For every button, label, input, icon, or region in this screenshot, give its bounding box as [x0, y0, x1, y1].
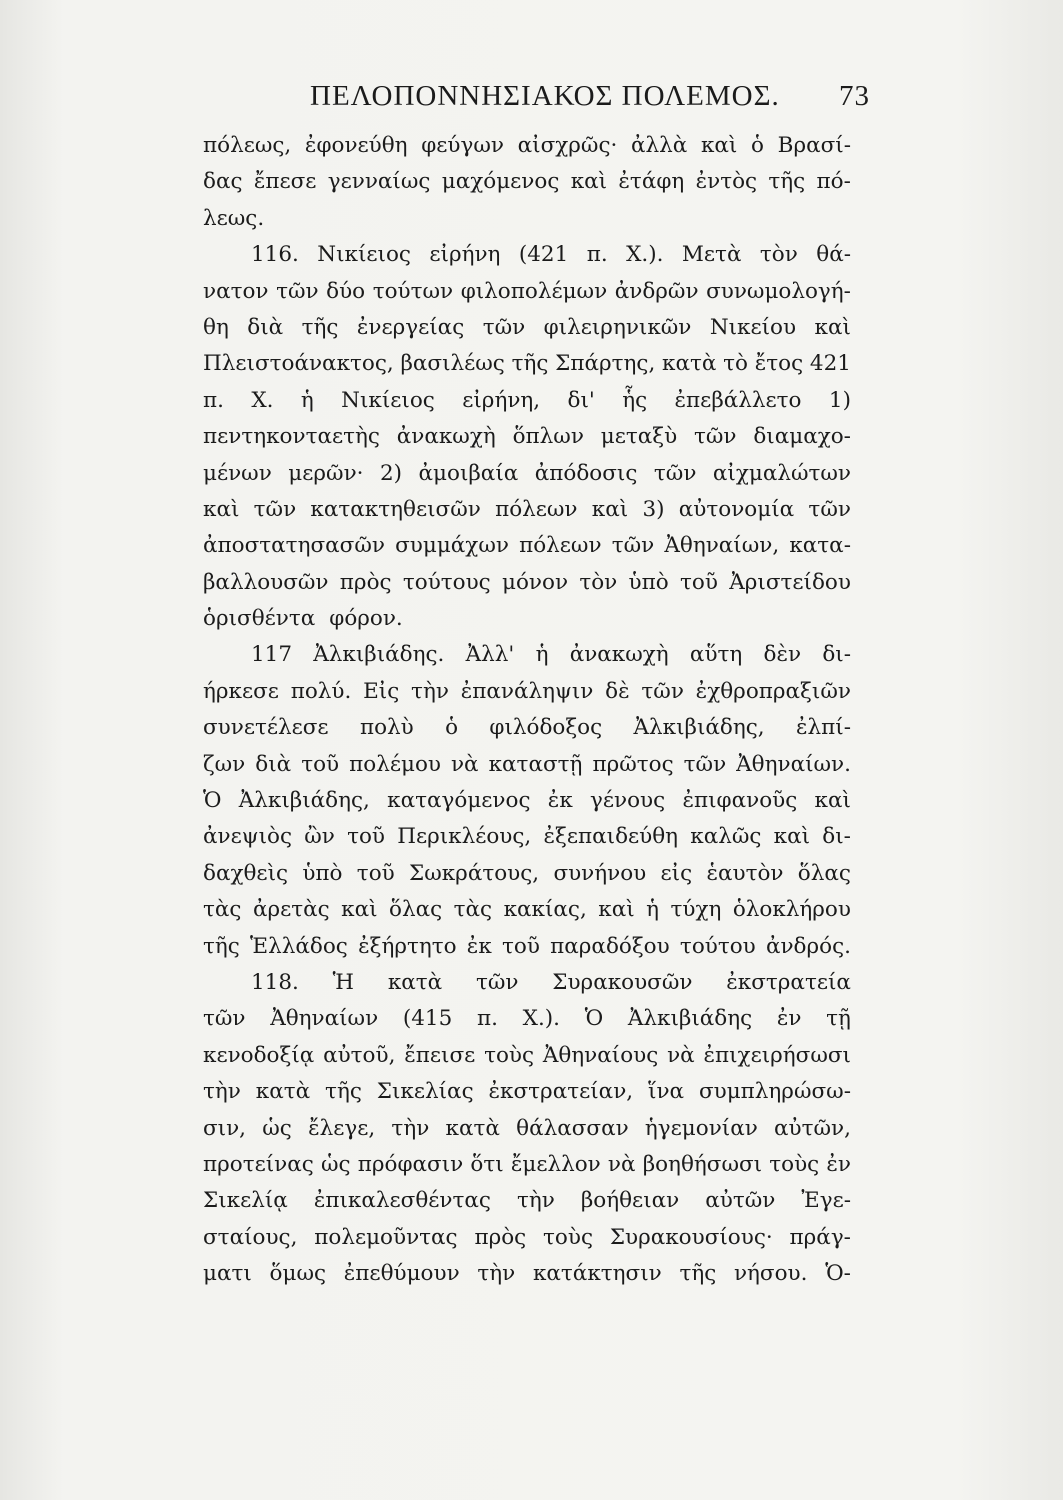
text-line: σταίους, πολεμοῦντας πρὸς τοὺς Συρακουσίους· πράγ-	[203, 1224, 851, 1250]
text-line: σιν, ὡς ἔλεγε, τὴν κατὰ θάλασσαν ἡγεμονίαν αὐτῶν,	[203, 1115, 851, 1141]
text-line: τὰς ἀρετὰς καὶ ὅλας τὰς κακίας, καὶ ἡ τύχη ὁλοκλήρου	[203, 897, 851, 923]
text-line: τὴν κατὰ τῆς Σικελίας ἐκστρατείαν, ἵνα συμπληρώσω-	[203, 1079, 851, 1105]
text-line: βαλλουσῶν πρὸς τούτους μόνον τὸν ὑπὸ τοῦ Ἀριστείδου	[203, 569, 851, 595]
text-line: ὁρισθέντα φόρον.	[203, 606, 403, 632]
text-line: καὶ τῶν κατακτηθεισῶν πόλεων καὶ 3) αὐτονομία τῶν	[203, 496, 851, 522]
text-line: Ὁ Ἀλκιβιάδης, καταγόμενος ἐκ γένους ἐπιφανοῦς καὶ	[203, 788, 851, 814]
text-line: νατον τῶν δύο τούτων φιλοπολέμων ἀνδρῶν συνωμολογή-	[203, 278, 851, 304]
text-line: θη διὰ τῆς ἐνεργείας τῶν φιλειρηνικῶν Νικείου καὶ	[203, 314, 851, 340]
text-line: ματι ὅμως ἐπεθύμουν τὴν κατάκτησιν τῆς νήσου. Ὁ-	[203, 1261, 851, 1287]
text-line: 116. Νικίειος εἰρήνη (421 π. Χ.). Μετὰ τὸν θά-	[251, 242, 851, 268]
text-line: μένων μερῶν· 2) ἀμοιβαία ἀπόδοσις τῶν αἰχμαλώτων	[203, 460, 851, 486]
text-line: δαχθεὶς ὑπὸ τοῦ Σωκράτους, συνήνου εἰς ἑαυτὸν ὅλας	[203, 860, 851, 886]
page-header	[300, 80, 870, 120]
text-line: λεως.	[203, 205, 265, 231]
text-line: ζων διὰ τοῦ πολέμου νὰ καταστῇ πρῶτος τῶν Ἀθηναίων.	[203, 751, 851, 777]
page-number: 73	[839, 80, 870, 112]
text-line: π. Χ. ἡ Νικίειος εἰρήνη, δι' ἧς ἐπεβάλλετο 1)	[203, 387, 851, 413]
text-line: 117 Ἀλκιβιάδης. Ἀλλ' ἡ ἀνακωχὴ αὕτη δὲν δι-	[251, 642, 851, 668]
body-text	[203, 128, 851, 1293]
text-line: ἀποστατησασῶν συμμάχων πόλεων τῶν Ἀθηναίων, κατα-	[203, 533, 851, 559]
text-line: Σικελίᾳ ἐπικαλεσθέντας τὴν βοήθειαν αὐτῶν Ἐγε-	[203, 1188, 851, 1214]
text-line: τῶν Ἀθηναίων (415 π. Χ.). Ὁ Ἀλκιβιάδης ἐν τῇ	[203, 1006, 851, 1032]
text-line: συνετέλεσε πολὺ ὁ φιλόδοξος Ἀλκιβιάδης, ἐλπί-	[203, 715, 851, 741]
text-line: κενοδοξίᾳ αὐτοῦ, ἔπεισε τοὺς Ἀθηναίους νὰ ἐπιχειρήσωσι	[203, 1042, 851, 1068]
text-line: πεντηκονταετὴς ἀνακωχὴ ὅπλων μεταξὺ τῶν διαμαχο-	[203, 424, 851, 450]
text-line: δας ἔπεσε γενναίως μαχόμενος καὶ ἐτάφη ἐντὸς τῆς πό-	[203, 169, 851, 195]
text-line: προτείνας ὡς πρόφασιν ὅτι ἔμελλον νὰ βοηθήσωσι τοὺς ἐν	[203, 1151, 851, 1177]
text-line: ήρκεσε πολύ. Εἰς τὴν ἐπανάληψιν δὲ τῶν ἐχθροπραξιῶν	[203, 678, 851, 704]
running-title: ΠΕΛΟΠΟΝΝΗΣΙΑΚΟΣ ΠΟΛΕΜΟΣ.	[310, 80, 780, 112]
text-line: πόλεως, ἐφονεύθη φεύγων αἰσχρῶς· ἀλλὰ καὶ ὁ Βρασί-	[203, 133, 851, 158]
text-line: 118. Ἡ κατὰ τῶν Συρακουσῶν ἐκστρατεία	[251, 969, 851, 995]
text-line: Πλειστοάνακτος, βασιλέως τῆς Σπάρτης, κατὰ τὸ ἔτος 421	[203, 351, 851, 377]
text-line: ἀνεψιὸς ὢν τοῦ Περικλέους, ἐξεπαιδεύθη καλῶς καὶ δι-	[203, 824, 851, 850]
text-line: τῆς Ἑλλάδος ἐξήρτητο ἐκ τοῦ παραδόξου τούτου ἀνδρός.	[203, 933, 851, 959]
